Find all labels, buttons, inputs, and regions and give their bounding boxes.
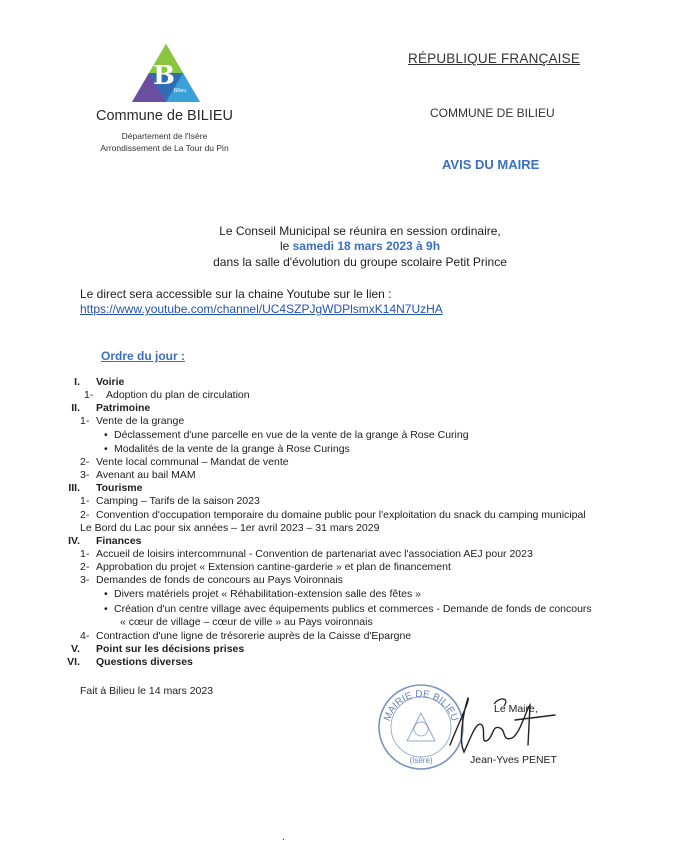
agenda-number: III.	[68, 482, 80, 494]
agenda-number: 1-	[80, 415, 90, 427]
stamp-bottom-text: (Isère)	[409, 756, 433, 765]
agenda-number: IV.	[68, 535, 80, 547]
agenda-text: Vente local communal – Mandat de vente	[96, 456, 289, 468]
agenda-text: Le Bord du Lac pour six années – 1er avril 2023 – 31 mars 2029	[80, 522, 380, 534]
departement-block	[82, 130, 247, 154]
ordre-du-jour-title: Ordre du jour :	[101, 349, 185, 363]
agenda-text: Tourisme	[96, 482, 143, 494]
youtube-link[interactable]: https://www.youtube.com/channel/UC4SZPJgWDPlsmxK14N7UzHA	[80, 302, 443, 316]
agenda-number: 4-	[80, 630, 90, 642]
logo-letter: B	[153, 61, 175, 91]
commune-logo	[130, 42, 202, 104]
agenda-number: 3-	[80, 574, 90, 586]
footer-dot: .	[282, 832, 285, 843]
commune-name: Commune de BILIEU	[95, 108, 233, 124]
session-date: samedi 18 mars 2023 à 9h	[292, 239, 441, 253]
agenda-number: 1-	[80, 548, 90, 560]
agenda-text: Point sur les décisions prises	[96, 643, 245, 655]
stamp-top-text: MAIRIE DE BILIEU	[382, 688, 460, 723]
le-maire-text: Le Maire,	[494, 703, 538, 715]
mayor-signature	[430, 690, 560, 760]
agenda-text: Approbation du projet « Extension cantine-garderie » et plan de financement	[96, 561, 451, 573]
agenda-text: Déclassement d'une parcelle en vue de la vente de la grange à Rose Curing	[114, 429, 469, 441]
agenda-text: Vente de la grange	[96, 415, 185, 427]
agenda-number: 1-	[80, 495, 90, 507]
intro-line-1: Le Conseil Municipal se réunira en session ordinaire,	[219, 224, 501, 238]
arrondissement-text: Arrondissement de La Tour du Pin	[100, 143, 229, 153]
intro-line-2-prefix: le	[279, 239, 293, 253]
direct-text: Le direct sera accessible sur la chaine Youtube sur le lien :	[80, 287, 392, 301]
agenda-number: 2-	[80, 456, 90, 468]
agenda-text: Contraction d'une ligne de trésorerie auprès de la Caisse d'Epargne	[96, 630, 412, 642]
agenda-number: V.	[71, 643, 80, 655]
agenda-text: Avenant au bail MAM	[96, 469, 196, 481]
agenda-text: Accueil de loisirs intercommunal - Convention de partenariat avec l'association AEJ pour 2023	[96, 548, 533, 560]
agenda-text: Divers matériels projet « Réhabilitation-extension salle des fêtes »	[114, 588, 421, 600]
agenda-text: Demandes de fonds de concours au Pays Voironnais	[96, 574, 343, 586]
agenda-bullet: •	[104, 588, 108, 600]
intro-line-2	[150, 239, 570, 253]
agenda-text: « cœur de village – cœur de ville » au Pays voironnais	[120, 616, 373, 628]
agenda-text: Finances	[96, 535, 142, 547]
agenda-bullet: •	[104, 443, 108, 455]
avis-du-maire-title: AVIS DU MAIRE	[442, 157, 540, 172]
signataire-name: Jean-Yves PENET	[470, 754, 557, 766]
departement-text: Département de l'Isère	[121, 131, 208, 141]
intro-line-3: dans la salle d'évolution du groupe scolaire Petit Prince	[213, 255, 507, 269]
agenda-number: VI.	[67, 656, 80, 668]
agenda-text: Convention d'occupation temporaire du domaine public pour l'exploitation du snack du camping municipal	[96, 509, 586, 521]
agenda-number: I.	[74, 376, 80, 388]
agenda-bullet: •	[104, 429, 108, 441]
agenda-number: 3-	[80, 469, 90, 481]
agenda-text: Modalités de la vente de la grange à Rose Curings	[114, 443, 350, 455]
republique-title: RÉPUBLIQUE FRANÇAISE	[408, 51, 581, 66]
agenda-text: Patrimoine	[96, 402, 151, 414]
agenda-number: 2-	[80, 561, 90, 573]
agenda-number: II.	[71, 402, 80, 414]
commune-right-title: COMMUNE DE BILIEU	[430, 106, 555, 120]
agenda-bullet: •	[104, 603, 108, 615]
fait-a-text: Fait à Bilieu le 14 mars 2023	[80, 685, 214, 697]
agenda-number: 1-	[84, 389, 94, 401]
agenda-number: 2-	[80, 509, 90, 521]
agenda-text: Voirie	[96, 376, 125, 388]
agenda-text: Adoption du plan de circulation	[106, 389, 250, 401]
agenda-text: Création d'un centre village avec équipements publics et commerces - Demande de fonds de concours	[114, 603, 592, 615]
agenda-text: Camping – Tarifs de la saison 2023	[96, 495, 260, 507]
logo-small-text: Bilieu	[173, 88, 187, 94]
agenda-text: Questions diverses	[96, 656, 193, 668]
